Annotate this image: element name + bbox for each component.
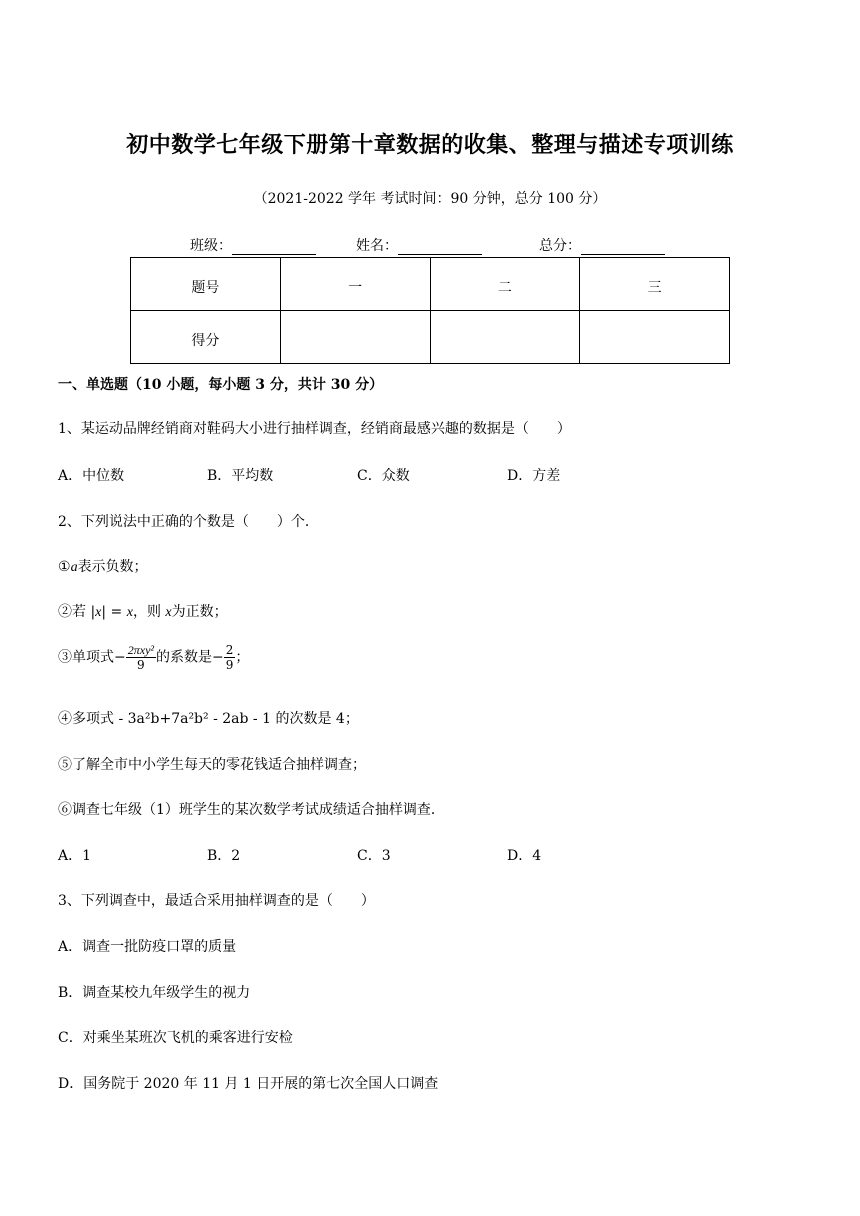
statement-1-prefix: ① xyxy=(58,559,71,575)
statement-6: ⑥调查七年级（1）班学生的某次数学考试成绩适合抽样调查． xyxy=(58,802,445,818)
table-cell: 二 xyxy=(430,258,580,311)
q2-option-b: B．2 xyxy=(207,848,241,864)
total-field xyxy=(539,235,665,255)
statement-2 xyxy=(58,601,228,621)
score-cell xyxy=(580,311,730,364)
question-3-stem: 3、下列调查中，最适合采用抽样调查的是（ ） xyxy=(58,893,375,909)
statement-2-mid: | = xyxy=(101,604,127,620)
statement-5: ⑤了解全市中小学生每天的零花钱适合抽样调查； xyxy=(58,757,366,773)
statement-3-prefix: ③单项式− xyxy=(58,649,126,666)
total-label: 总分： xyxy=(539,238,581,254)
statement-2-mid: ，则 xyxy=(132,604,166,620)
statement-4: ④多项式 - 3a²b+7a²b² - 2ab - 1 的次数是 4； xyxy=(58,711,359,727)
name-blank xyxy=(398,240,482,255)
q1-option-c: C．众数 xyxy=(357,468,410,484)
fraction-denominator: 9 xyxy=(137,658,145,672)
total-blank xyxy=(581,240,665,255)
class-label: 班级： xyxy=(190,238,232,254)
score-cell xyxy=(280,311,430,364)
fraction-numerator: 2 xyxy=(225,643,234,657)
q3-option-d: D．国务院于 2020 年 11 月 1 日开展的第七次全国人口调查 xyxy=(58,1076,439,1092)
question-1-stem: 1、某运动品牌经销商对鞋码大小进行抽样调查，经销商最感兴趣的数据是（ ） xyxy=(58,421,571,437)
q2-option-c: C．3 xyxy=(357,848,391,864)
q2-option-a: A．1 xyxy=(58,848,92,864)
fraction-numerator: 2πxy² xyxy=(127,643,154,657)
q3-option-b: B．调查某校九年级学生的视力 xyxy=(58,985,251,1001)
q1-option-d: D．方差 xyxy=(507,468,561,484)
statement-1-text: 表示负数； xyxy=(77,559,148,575)
statement-1-var: a xyxy=(70,560,78,575)
question-2-stem: 2、下列说法中正确的个数是（ ）个． xyxy=(58,514,319,530)
name-field xyxy=(356,235,482,255)
q3-option-a: A．调查一批防疫口罩的质量 xyxy=(58,939,237,955)
name-label: 姓名： xyxy=(356,238,398,254)
table-cell: 题号 xyxy=(131,258,281,311)
statement-3 xyxy=(58,643,249,672)
q1-option-b: B．平均数 xyxy=(207,468,274,484)
page-title: 初中数学七年级下册第十章数据的收集、整理与描述专项训练 xyxy=(126,132,734,158)
score-cell xyxy=(430,311,580,364)
q2-option-d: D．4 xyxy=(507,848,542,864)
fraction xyxy=(224,643,236,672)
statement-2-text: 为正数； xyxy=(171,604,228,620)
table-cell: 得分 xyxy=(131,311,281,364)
table-row xyxy=(131,311,730,364)
statement-2-prefix: ②若 | xyxy=(58,604,96,620)
table-row xyxy=(131,258,730,311)
fraction xyxy=(126,643,156,672)
statement-1 xyxy=(58,556,148,576)
statement-2-var: x xyxy=(95,605,102,620)
class-blank xyxy=(232,240,316,255)
q1-option-a: A．中位数 xyxy=(58,468,125,484)
table-cell: 一 xyxy=(280,258,430,311)
statement-2-var: x xyxy=(126,605,133,620)
class-field xyxy=(190,235,316,255)
exam-subtitle: （2021-2022 学年 考试时间：90 分钟，总分 100 分） xyxy=(253,191,607,207)
statement-3-mid: 的系数是− xyxy=(156,649,224,666)
statement-2-var: x xyxy=(165,605,172,620)
q3-option-c: C．对乘坐某班次飞机的乘客进行安检 xyxy=(58,1030,293,1046)
statement-3-end: ； xyxy=(235,649,250,666)
table-cell: 三 xyxy=(580,258,730,311)
section-heading: 一、单选题（10 小题，每小题 3 分，共计 30 分） xyxy=(58,377,384,393)
score-table xyxy=(130,257,730,364)
fraction-denominator: 9 xyxy=(225,658,234,672)
